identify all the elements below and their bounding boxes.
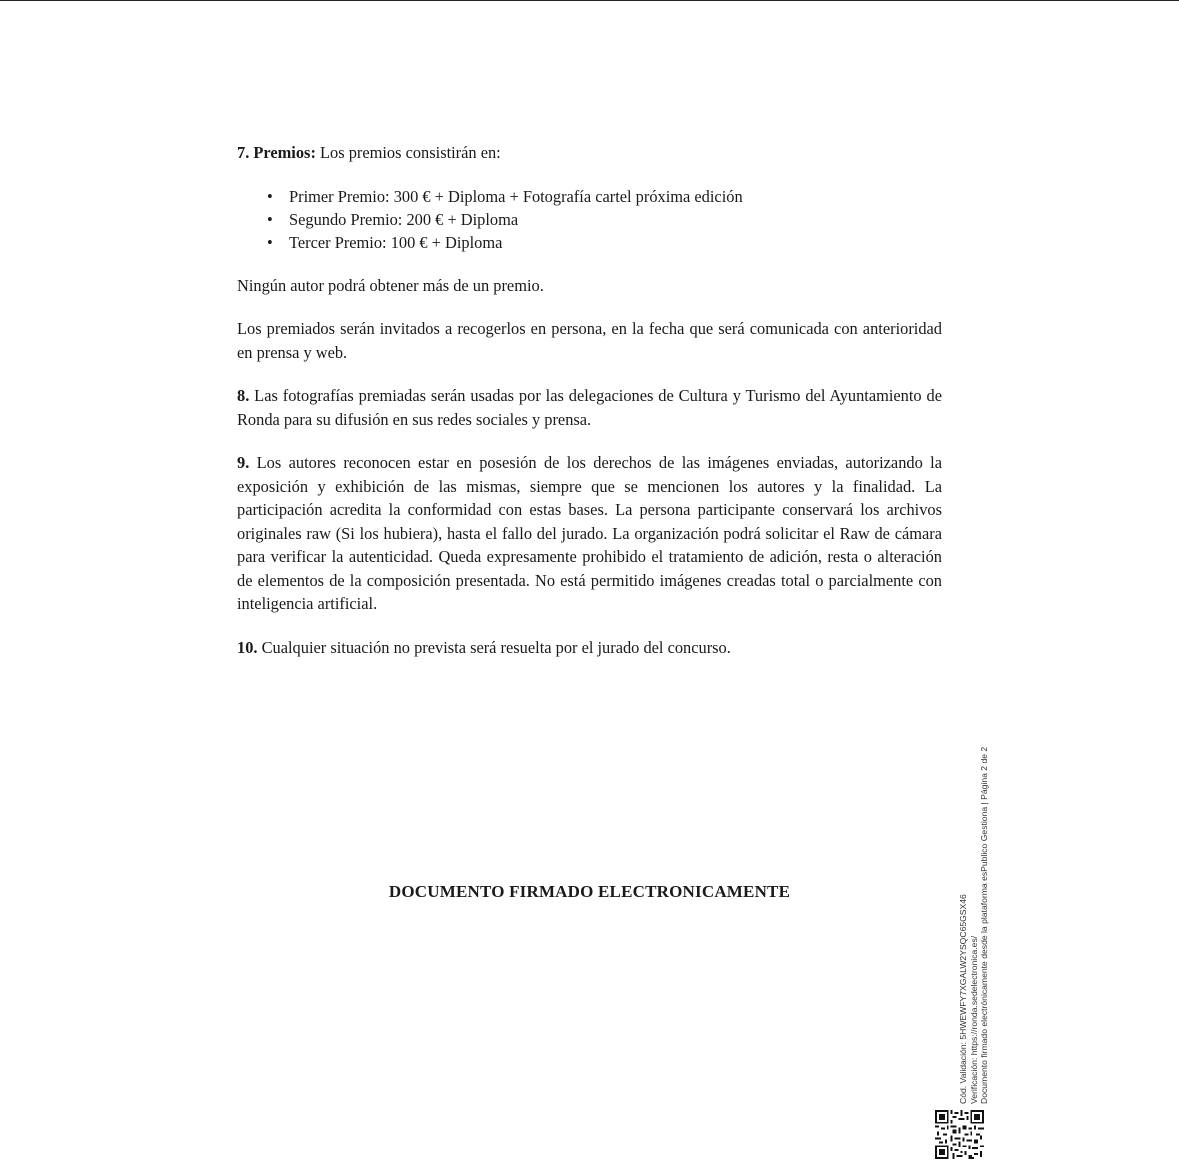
verification-url: Verificación: https://ronda.sedelectronica.es/ bbox=[968, 935, 979, 1104]
qr-code-icon bbox=[935, 1110, 984, 1159]
signed-platform-note: Documento firmado electrónicamente desde la plataforma esPublico Gestiona | Página 2 de 2 bbox=[979, 746, 990, 1104]
bullet-icon: • bbox=[267, 209, 273, 229]
section-8-text: Las fotografías premiadas serán usadas por las delegaciones de Cultura y Turismo del Ayuntamiento de Ronda para su difusión en sus redes sociales y prensa. bbox=[237, 386, 942, 429]
section-9-number: 9. bbox=[237, 453, 250, 472]
section-9 bbox=[237, 451, 942, 616]
section-7-text: Los premios consistirán en: bbox=[315, 143, 501, 162]
prize-first: Primer Premio: 300 € + Diploma + Fotografía cartel próxima edición bbox=[289, 186, 743, 206]
bullet-icon: • bbox=[267, 232, 273, 252]
list-item bbox=[267, 185, 942, 208]
validation-sidebar bbox=[958, 736, 992, 1104]
section-10 bbox=[237, 636, 942, 660]
list-item bbox=[267, 208, 942, 231]
single-prize-note: Ningún autor podrá obtener más de un premio. bbox=[237, 275, 544, 295]
prize-second: Segundo Premio: 200 € + Diploma bbox=[289, 209, 519, 229]
award-collection-note: Los premiados serán invitados a recogerlos en persona, en la fecha que será comunicada con anterioridad en prensa y web. bbox=[237, 319, 942, 362]
section-8-number: 8. bbox=[237, 386, 250, 405]
bullet-icon: • bbox=[267, 186, 273, 206]
validation-code: Cód. Validación: 5HWEWFY7XGALW2YSQC65GSX46 bbox=[958, 894, 968, 1104]
section-9-text: Los autores reconocen estar en posesión de los derechos de las imágenes enviadas, autorizando la exposición y exhibición de las mismas, siempre que se mencionen los autores y la finalidad. La participación acredita la conformidad con estas bases. La persona participante conservará los archivos originales raw (Si los hubiera), hasta el fallo del jurado. La organización podrá solicitar el Raw de cámara para verificar la autenticidad. Queda expresamente prohibido el tratamiento de adición, resta o alteración de elementos de la composición presentada. No está permitido imágenes creadas total o parcialmente con inteligencia artificial. bbox=[237, 453, 942, 613]
signature-statement: DOCUMENTO FIRMADO ELECTRONICAMENTE bbox=[388, 882, 791, 901]
section-10-number: 10. bbox=[237, 637, 258, 657]
section-7-number: 7. Premios: bbox=[237, 143, 316, 162]
list-item bbox=[267, 231, 942, 254]
document-body bbox=[237, 141, 942, 679]
top-border-line bbox=[0, 0, 1179, 1]
prize-third: Tercer Premio: 100 € + Diploma bbox=[289, 232, 503, 252]
section-10-text: Cualquier situación no prevista será resuelta por el jurado del concurso. bbox=[257, 637, 731, 657]
section-8 bbox=[237, 384, 942, 431]
prize-list bbox=[237, 185, 942, 254]
section-7-heading bbox=[237, 141, 942, 165]
